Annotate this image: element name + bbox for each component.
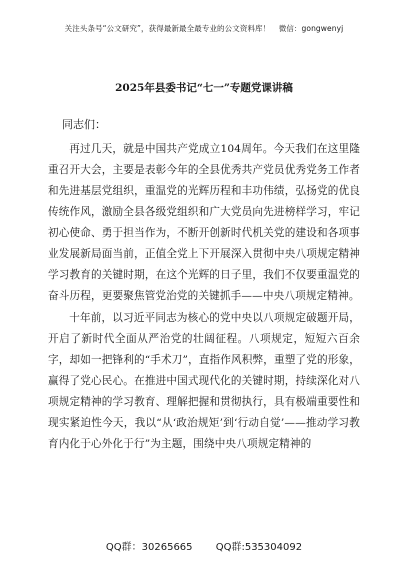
- document-body: [48, 117, 360, 455]
- header-note-promo: 关注头条号“公文研究”，获得最新最全最专业的公文资料库！: [64, 24, 271, 33]
- paragraph-2: 十年前，以习近平同志为核心的党中央以八项规定破题开局，开启了新时代全面从严治党的壮阔征程。八项规定，短短六百余字，却如一把锋利的“手术刀”，直指作风积弊，重塑了党的形象，赢得了党心民心。在推进中国式现代化的关键时期，持续深化对八项规定精神的学习教育、理解把握和贯彻执行，具有极端重要性和现实紧迫性今天，我以“从‘政治规矩’到‘行动自觉’——推动学习教育内化于心外化于行”为主题，围绕中央八项规定精神的: [48, 312, 360, 450]
- footer-qq-group-1: QQ群：30265665: [105, 542, 193, 553]
- header-note: [0, 23, 408, 34]
- paragraph-1: 再过几天，就是中国共产党成立104周年。今天我们在这里隆重召开大会，主要是表彰今年的全县优秀共产党员优秀党务工作者和先进基层党组织，重温党的光辉历程和丰功伟绩，弘扬党的优良传统作风，激励全县各级党组织和广大党员向先进榜样学习，牢记初心使命、勇于担当作为，不断开创新时代机关党的建设和各项事业发展新局面当前，正值全党上下开展深入贯彻中央八项规定精神学习教育的关键时期，在这个光辉的日子里，我们不仅要重温党的奋斗历程，更要聚焦管党治党的关键抓手——中央八项规定精神。: [48, 143, 360, 302]
- footer-qq-group-2: QQ群:535304092: [215, 542, 303, 553]
- header-note-wechat: 微信：gongwenyj: [278, 24, 344, 33]
- greeting: 同志们：: [62, 118, 106, 131]
- footer-contacts: [0, 538, 408, 553]
- document-title: 2025年县委书记“七一”专题党课讲稿: [115, 82, 293, 94]
